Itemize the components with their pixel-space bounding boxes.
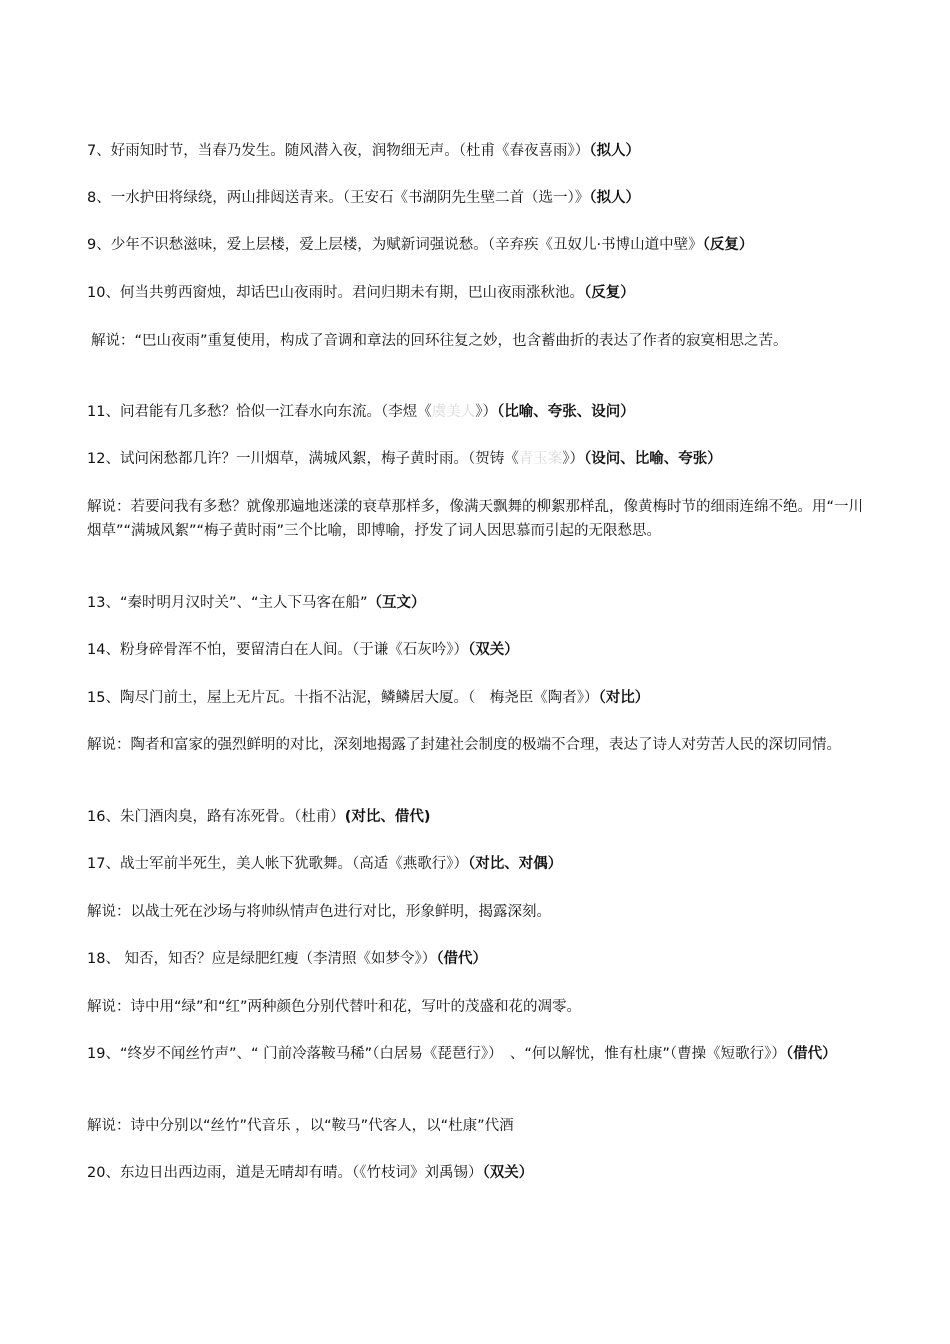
item-10: 10、何当共剪西窗烛，却话巴山夜雨时。君问归期未有期，巴山夜雨涨秋池。（反复） bbox=[87, 284, 635, 301]
poem-link[interactable]: 虞美人 bbox=[431, 403, 476, 420]
rhetoric-tag: （比喻、夸张、设问） bbox=[496, 403, 635, 420]
rhetoric-tag: （双关） bbox=[482, 1164, 534, 1181]
item-12: 12、试问闲愁都几许？一川烟草，满城风絮，梅子黄时雨。（贺铸《青玉案》）（设问、比喻、夸张） bbox=[87, 450, 722, 467]
item-20: 20、东边日出西边雨，道是无晴却有晴。（《竹枝词》刘禹锡）（双关） bbox=[87, 1164, 534, 1181]
rhetoric-tag: （反复） bbox=[583, 284, 635, 301]
item-11: 11、问君能有几多愁？恰似一江春水向东流。（李煜《虞美人》）（比喻、夸张、设问） bbox=[87, 403, 635, 420]
rhetoric-tag: （对比、对偶） bbox=[467, 855, 563, 872]
item-9: 9、少年不识愁滋味，爱上层楼，爱上层楼，为赋新词强说愁。（辛弃疾《丑奴儿·书博山道中壁》（反复） bbox=[87, 236, 754, 253]
rhetoric-tag: （互文） bbox=[367, 594, 426, 611]
rhetoric-tag: （拟人） bbox=[589, 189, 640, 206]
poem-link[interactable]: 青玉案 bbox=[518, 450, 563, 467]
rhetoric-tag: （借代） bbox=[785, 1045, 837, 1062]
item-15: 15、陶尽门前土，屋上无片瓦。十指不沾泥，鳞鳞居大厦。（ 梅尧臣《陶者》）（对比） bbox=[87, 689, 650, 706]
rhetoric-tag: (对比、借代) bbox=[344, 808, 431, 825]
rhetoric-tag: （对比） bbox=[598, 689, 650, 706]
rhetoric-tag: （拟人） bbox=[589, 142, 640, 159]
item-19: 19、“终岁不闻丝竹声”、“ 门前冷落鞍马稀”（白居易《琵琶行》） 、“何以解忧，惟有杜康”（曹操《短歌行》）（借代） bbox=[87, 1045, 837, 1062]
rhetoric-tag: （设问、比喻、夸张） bbox=[583, 450, 722, 467]
item-16: 16、朱门酒肉臭，路有冻死骨。（杜甫）(对比、借代) bbox=[87, 808, 431, 825]
explanation-17: 解说：以战士死在沙场与将帅纵情声色进行对比，形象鲜明，揭露深刻。 bbox=[87, 903, 551, 920]
explanation-10: 解说：“巴山夜雨”重复使用，构成了音调和章法的回环往复之妙，也含蓄曲折的表达了作者的寂寞相思之苦。 bbox=[91, 332, 788, 349]
rhetoric-tag: （反复） bbox=[702, 236, 754, 253]
item-7: 7、好雨知时节，当春乃发生。随风潜入夜，润物细无声。（杜甫《春夜喜雨》）（拟人） bbox=[87, 142, 640, 159]
item-18: 18、 知否，知否？应是绿肥红瘦（李清照《如梦令》）（借代） bbox=[87, 950, 488, 967]
explanation-19: 解说：诗中分别以“丝竹”代音乐 ，以“鞍马”代客人，以“杜康”代酒 bbox=[87, 1117, 514, 1134]
item-17: 17、战士军前半死生，美人帐下犹歌舞。（高适《燕歌行》）（对比、对偶） bbox=[87, 855, 563, 872]
explanation-18: 解说：诗中用“绿”和“红”两种颜色分别代替叶和花，写叶的茂盛和花的凋零。 bbox=[87, 998, 582, 1015]
rhetoric-tag: （双关） bbox=[467, 641, 519, 658]
item-14: 14、粉身碎骨浑不怕，要留清白在人间。（于谦《石灰吟》）（双关） bbox=[87, 641, 519, 658]
item-8: 8、一水护田将绿绕，两山排闼送青来。（王安石《书湖阴先生壁二首（选一）》（拟人） bbox=[87, 189, 640, 206]
item-13: 13、“秦时明月汉时关”、“主人下马客在船”（互文） bbox=[87, 594, 426, 611]
explanation-12: 解说：若要问我有多愁？就像那遍地迷漾的衰草那样多，像满天飘舞的柳絮那样乱，像黄梅时节的细雨连绵不绝。用“一川烟草”“满城风絮”“梅子黄时雨”三个比喻，即博喻，抒发了词人因思慕而引起的无限愁思。 bbox=[87, 498, 864, 539]
rhetoric-tag: （借代） bbox=[436, 950, 488, 967]
explanation-15: 解说：陶者和富家的强烈鲜明的对比，深刻地揭露了封建社会制度的极端不合理，表达了诗人对劳苦人民的深切同情。 bbox=[87, 736, 841, 753]
